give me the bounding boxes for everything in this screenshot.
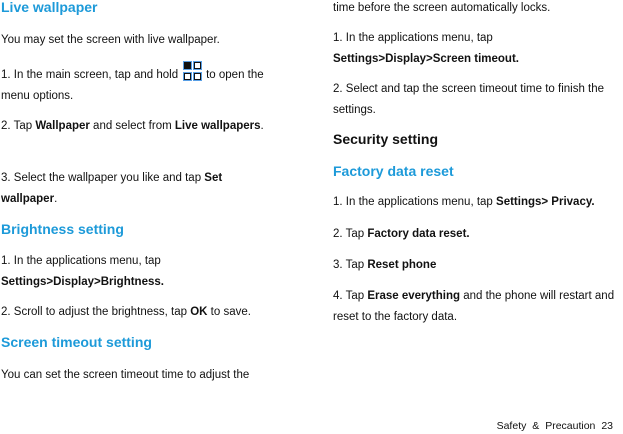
text: 3. Select the wallpaper you like and tap: [1, 172, 205, 184]
text: 1. In the applications menu, tap: [333, 32, 493, 44]
text: Erase everything: [367, 290, 461, 302]
text: Settings>Display>Brightness.: [1, 276, 164, 288]
text: 1. In the applications menu, tap: [1, 255, 161, 267]
text: and select from: [89, 120, 175, 132]
text: to save.: [207, 306, 251, 318]
heading-factory-reset: Factory data reset: [333, 163, 454, 179]
text: Settings> Privacy.: [496, 196, 595, 208]
brightness-step2: [1, 302, 291, 323]
text: 4. Tap: [333, 290, 368, 302]
text: and the phone will restart and reset to the factory data.: [333, 290, 615, 323]
text: .: [260, 120, 264, 132]
text: Factory data reset.: [367, 228, 470, 240]
heading-screen-timeout: Screen timeout setting: [1, 334, 152, 350]
factory-step2: [333, 224, 623, 245]
screen-timeout-step2: 2. Select and tap the screen timeout time to finish the settings.: [333, 83, 605, 116]
text: Settings>Display>Screen timeout.: [333, 53, 519, 65]
text: 2. Tap: [333, 228, 368, 240]
text: 1. In the main screen, tap and hold: [1, 69, 179, 81]
screen-timeout-intro: You can set the screen timeout time to adjust the: [1, 369, 250, 381]
text: 2. Scroll to adjust the brightness, tap: [1, 306, 191, 318]
live-wallpaper-intro: You may set the screen with live wallpaper.: [1, 34, 220, 46]
text: OK: [190, 306, 208, 318]
text: Reset phone: [367, 259, 437, 271]
text: to open the menu options.: [1, 69, 264, 102]
text: .: [54, 193, 58, 205]
text: Wallpaper: [35, 120, 90, 132]
factory-step3: [333, 255, 623, 276]
live-wallpaper-step1: [1, 62, 291, 107]
heading-brightness: Brightness setting: [1, 221, 124, 237]
live-wallpaper-step3: [1, 168, 261, 210]
heading-security: Security setting: [333, 131, 439, 147]
screen-timeout-intro-cont: time before the screen automatically locks.: [333, 2, 551, 14]
text: 1. In the applications menu, tap: [333, 196, 497, 208]
factory-step1: [333, 192, 623, 213]
page-footer: Safety & Precaution 23: [496, 420, 613, 432]
live-wallpaper-step2: [1, 116, 291, 137]
screen-timeout-step1: [333, 28, 573, 70]
text: Set wallpaper: [1, 172, 223, 205]
text: 3. Tap: [333, 259, 368, 271]
text: Live wallpapers: [174, 120, 261, 132]
brightness-step1: [1, 251, 231, 293]
menu-grid-icon: [182, 62, 202, 84]
factory-step4: [333, 286, 623, 328]
text: 2. Tap: [1, 120, 36, 132]
heading-live-wallpaper: Live wallpaper: [1, 0, 98, 15]
